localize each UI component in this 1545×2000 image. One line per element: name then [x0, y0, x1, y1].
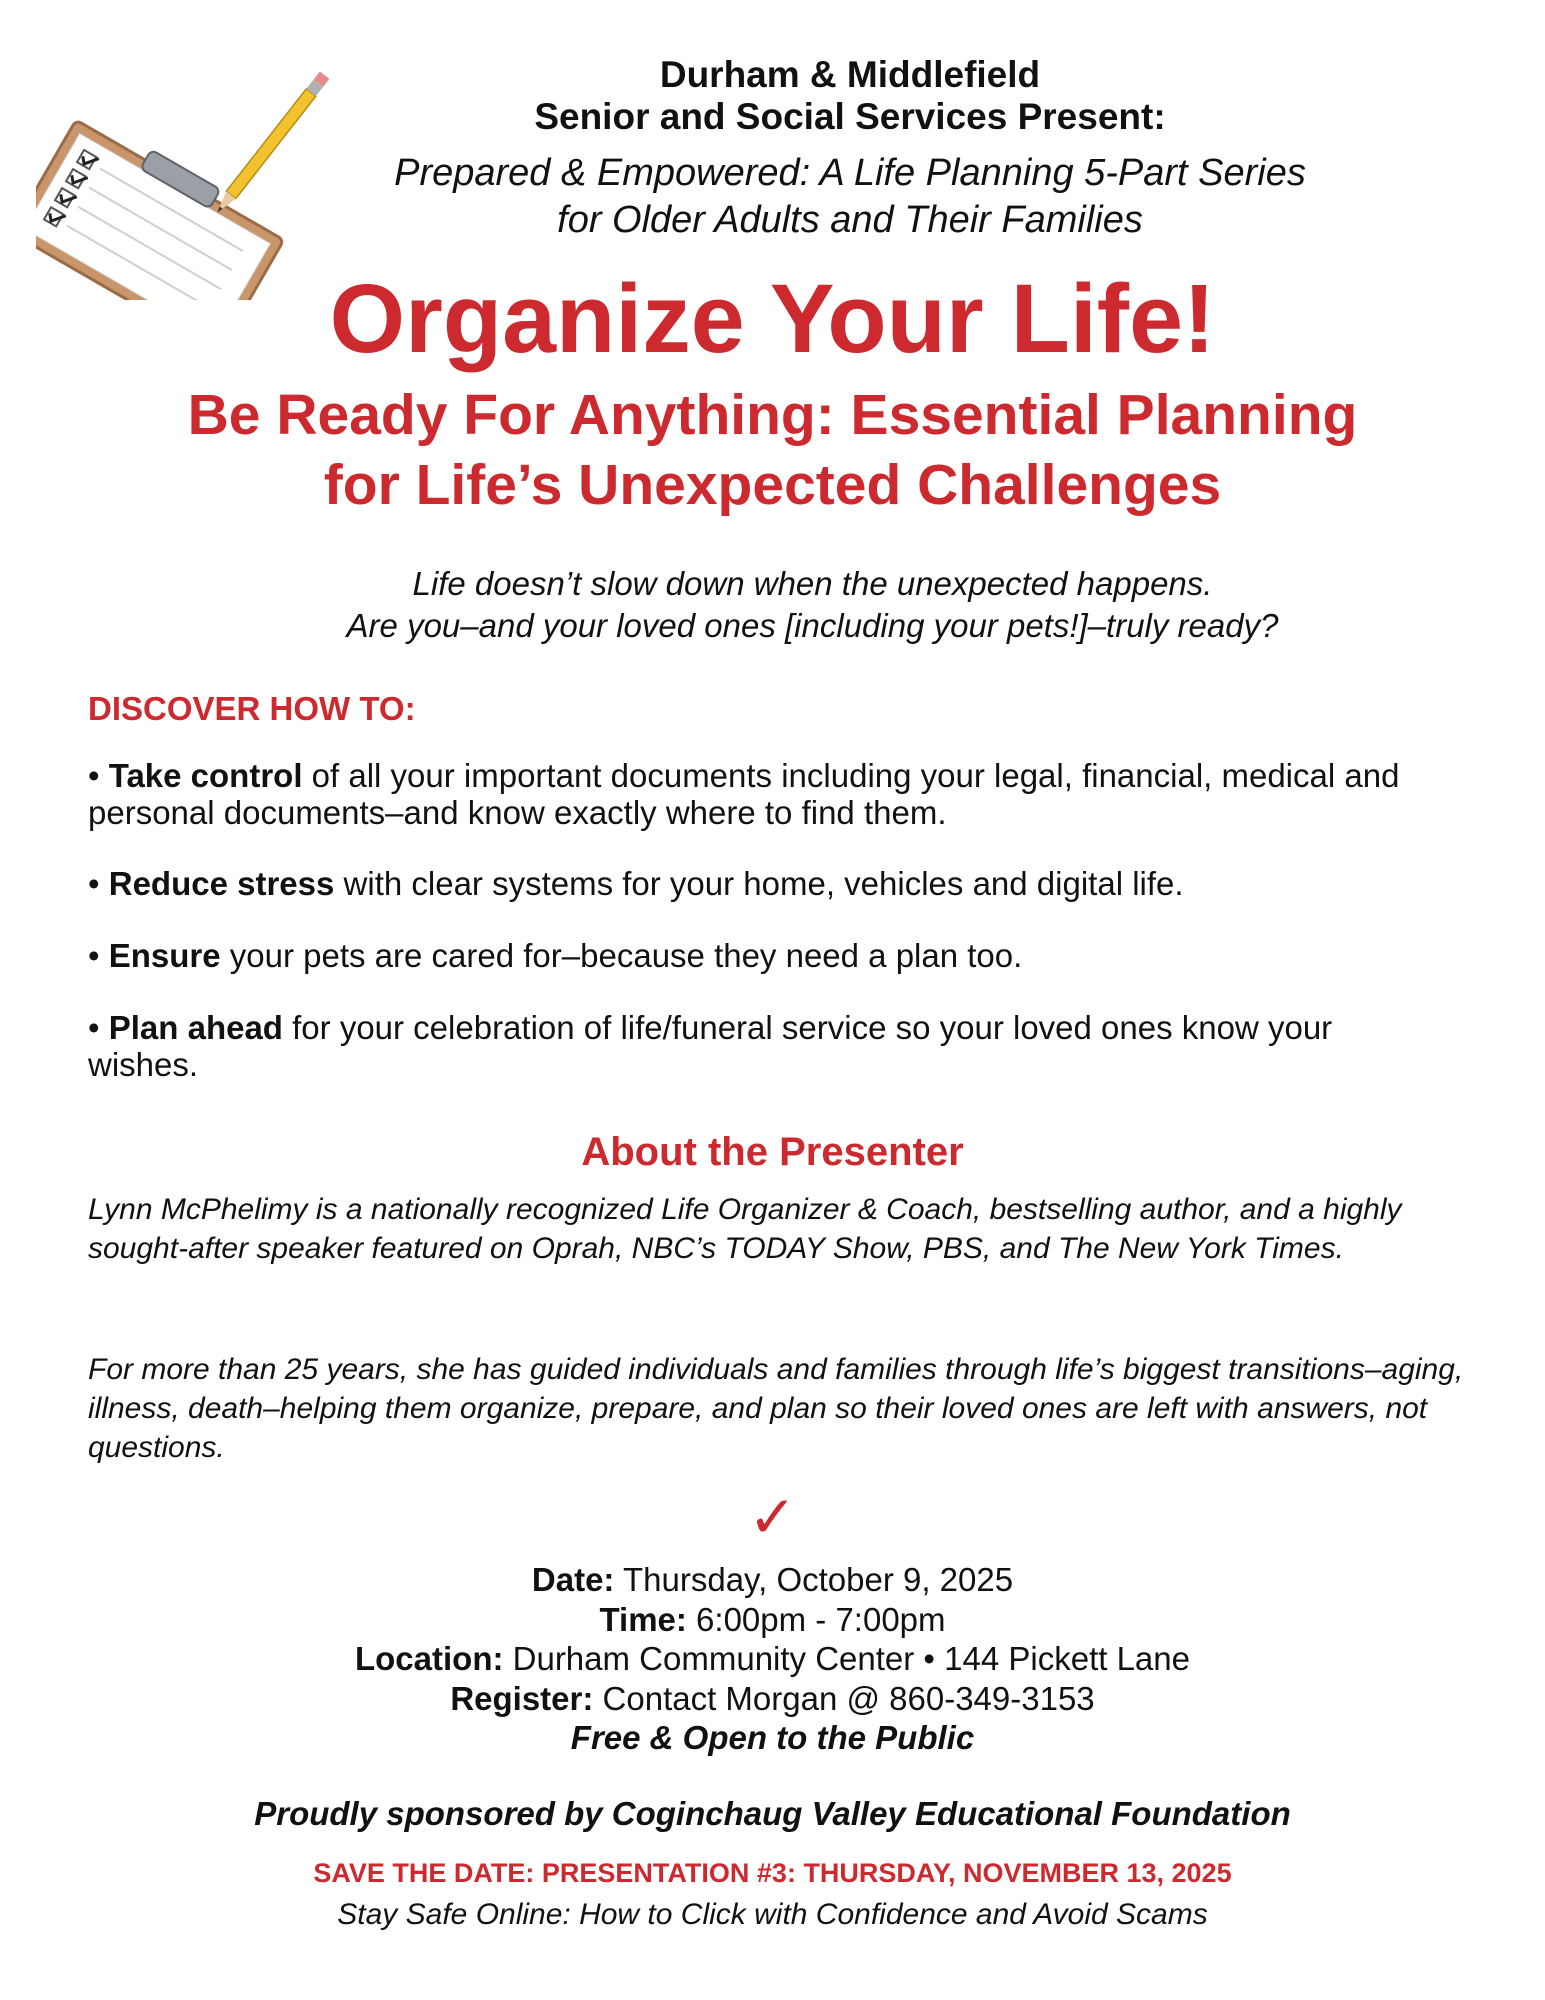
- series-line-1: Prepared & Empowered: A Life Planning 5-Part Series: [394, 152, 1306, 194]
- org-line-1: Durham & Middlefield: [659, 54, 1041, 95]
- presenter-bio-2: For more than 25 years, she has guided individuals and families through life’s biggest transitions–aging, illness, death–helping them organize, prepare, and plan so their loved ones are left with answers, not questions.: [88, 1353, 1464, 1464]
- register-label: Register:: [450, 1679, 594, 1717]
- event-details: [0, 1560, 1545, 1758]
- sub-title: [0, 380, 1545, 520]
- sub-title-line-1: Be Ready For Anything: Essential Planning: [187, 383, 1358, 447]
- bullet-bold: Plan ahead: [108, 1009, 283, 1046]
- bullet-text: for your celebration of life/funeral service so your loved ones know your wishes.: [88, 1009, 1333, 1083]
- date-label: Date:: [531, 1561, 615, 1598]
- intro-line-2: Are you–and your loved ones [including your pets!]–truly ready?: [346, 607, 1279, 644]
- checkmark-icon: ✓: [748, 1485, 797, 1550]
- free-open-text: Free & Open to the Public: [570, 1719, 975, 1756]
- event-location: [0, 1639, 1545, 1679]
- bullet-item: • Reduce stress with clear systems for your home, vehicles and digital life.: [88, 865, 1184, 902]
- bullet-bold: Take control: [108, 757, 303, 794]
- location-value: Durham Community Center • 144 Pickett Lane: [503, 1640, 1190, 1677]
- discover-heading: DISCOVER HOW TO:: [88, 690, 416, 727]
- bullet-item: • Take control of all your important documents including your legal, financial, medical and personal documents–and know exactly where to find them.: [88, 757, 1400, 831]
- next-topic: Stay Safe Online: How to Click with Confidence and Avoid Scams: [337, 1898, 1208, 1931]
- main-title: Organize Your Life!: [329, 264, 1216, 373]
- org-line-2: Senior and Social Services Present:: [534, 96, 1166, 137]
- about-presenter-heading: About the Presenter: [581, 1130, 964, 1174]
- bullet-bold: Ensure: [108, 937, 221, 974]
- time-label: Time:: [599, 1600, 687, 1638]
- sub-title-line-2: for Life’s Unexpected Challenges: [323, 453, 1222, 517]
- sponsor-text: Proudly sponsored by Coginchaug Valley Educational Foundation: [254, 1795, 1291, 1832]
- presenter-bio-1: Lynn McPhelimy is a nationally recognized Life Organizer & Coach, bestselling author, and a highly sought-after speaker featured on Oprah, NBC’s TODAY Show, PBS, and The New York Times.: [88, 1193, 1402, 1265]
- intro-line-1: Life doesn’t slow down when the unexpected happens.: [412, 565, 1213, 602]
- bullet-item: • Plan ahead for your celebration of life/funeral service so your loved ones know your wishes.: [88, 1009, 1333, 1083]
- event-time: [0, 1600, 1545, 1640]
- time-value: 6:00pm - 7:00pm: [686, 1600, 946, 1638]
- bullet-bold: Reduce stress: [108, 865, 335, 902]
- bullet-item: • Ensure your pets are cared for–because they need a plan too.: [88, 937, 1023, 974]
- bullet-text: of all your important documents including your legal, financial, medical and personal documents–and know exactly where to find them.: [88, 757, 1400, 831]
- event-date: [0, 1560, 1545, 1600]
- organization-header: [120, 54, 1545, 138]
- intro-text: [40, 563, 1545, 647]
- register-value: Contact Morgan @ 860-349-3153: [593, 1679, 1095, 1717]
- series-title: [120, 150, 1545, 244]
- location-label: Location:: [354, 1640, 504, 1677]
- date-value: Thursday, October 9, 2025: [614, 1561, 1014, 1598]
- save-the-date: SAVE THE DATE: PRESENTATION #3: THURSDAY, NOVEMBER 13, 2025: [313, 1858, 1232, 1888]
- event-register: [0, 1679, 1545, 1719]
- series-line-2: for Older Adults and Their Families: [557, 199, 1143, 241]
- bullet-text: with clear systems for your home, vehicles and digital life.: [334, 865, 1184, 902]
- bullet-text: your pets are cared for–because they need a plan too.: [220, 937, 1023, 974]
